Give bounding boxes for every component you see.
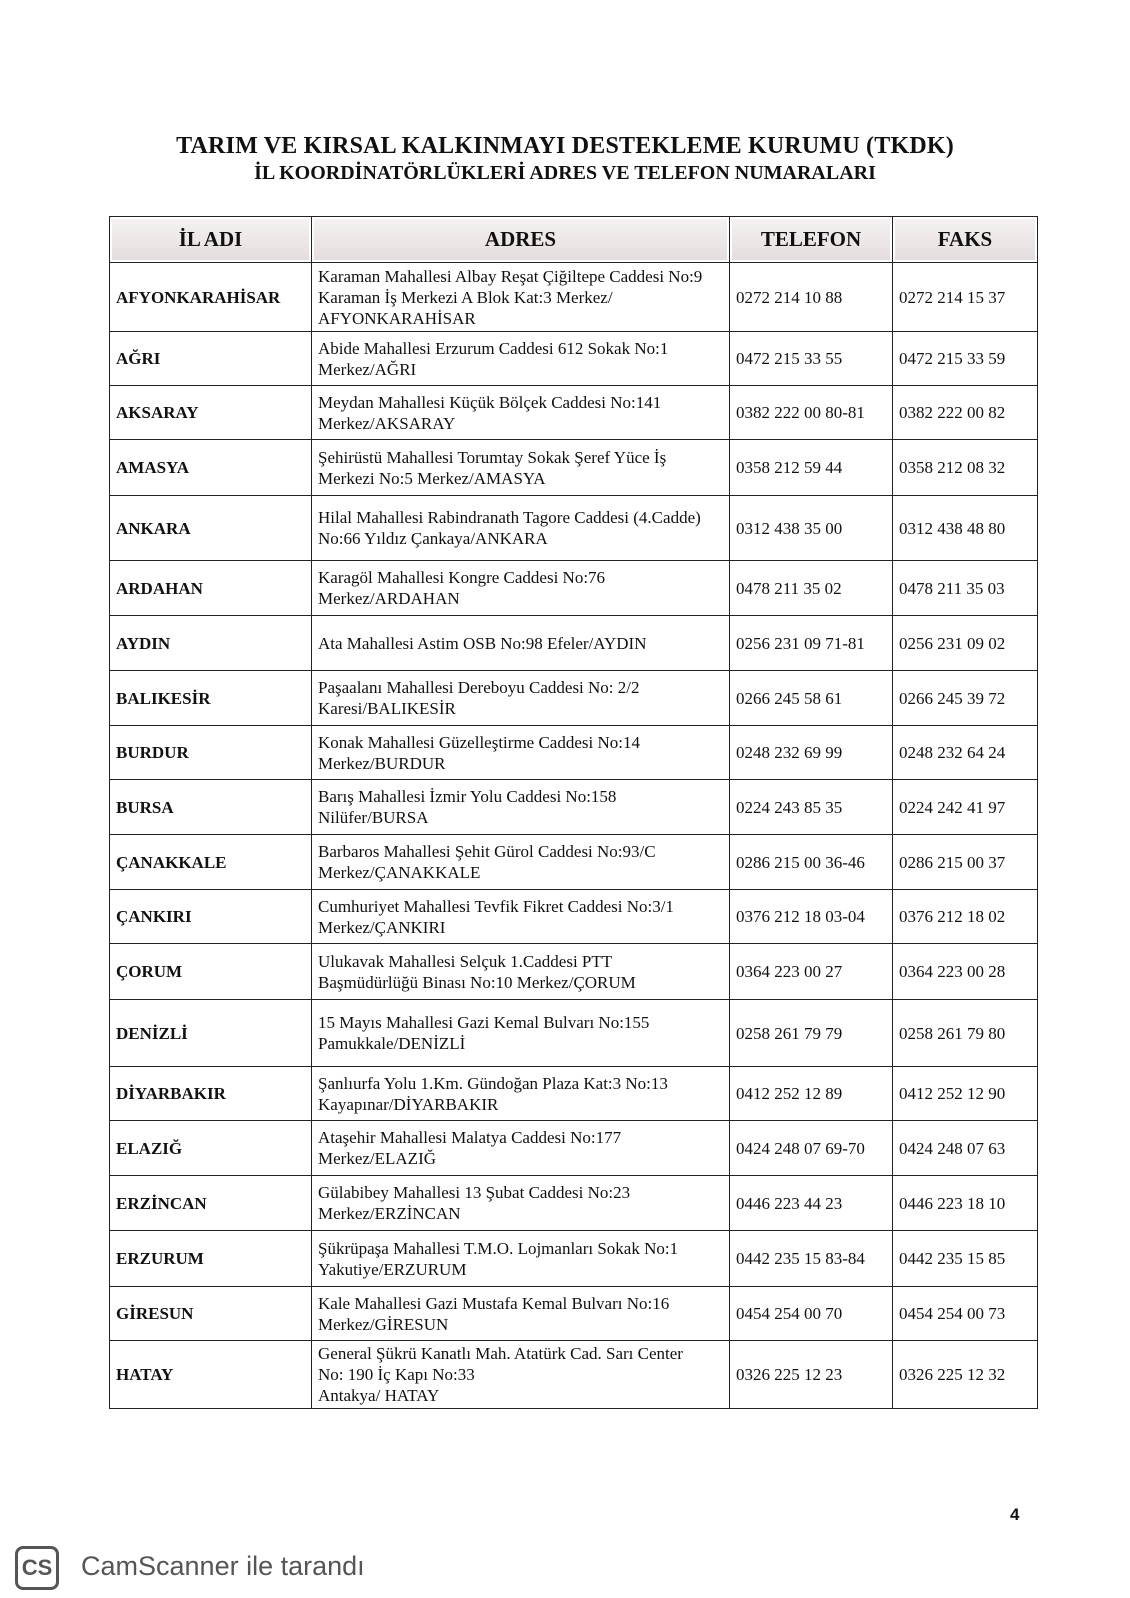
table-row <box>110 835 1038 890</box>
cell-il-adi: AKSARAY <box>110 386 312 440</box>
header-adres: ADRES <box>312 217 730 263</box>
table-row <box>110 1067 1038 1121</box>
cell-adres: Konak Mahallesi Güzelleştirme Caddesi No:14 Merkez/BURDUR <box>312 726 730 780</box>
cell-faks: 0224 242 41 97 <box>893 780 1038 835</box>
cell-adres: Ata Mahallesi Astim OSB No:98 Efeler/AYDIN <box>312 616 730 671</box>
page-number: 4 <box>1010 1505 1020 1524</box>
cell-il-adi: GİRESUN <box>110 1287 312 1341</box>
table-row <box>110 726 1038 780</box>
cell-telefon: 0424 248 07 69-70 <box>730 1121 893 1176</box>
cell-il-adi: DİYARBAKIR <box>110 1067 312 1121</box>
cell-telefon: 0472 215 33 55 <box>730 332 893 386</box>
cell-faks: 0358 212 08 32 <box>893 440 1038 496</box>
camscanner-logo: CS <box>15 1546 59 1590</box>
cell-telefon: 0376 212 18 03-04 <box>730 890 893 944</box>
cell-telefon: 0312 438 35 00 <box>730 496 893 561</box>
cell-adres: Abide Mahallesi Erzurum Caddesi 612 Sokak No:1 Merkez/AĞRI <box>312 332 730 386</box>
cell-telefon: 0286 215 00 36-46 <box>730 835 893 890</box>
table-row <box>110 386 1038 440</box>
cell-telefon: 0258 261 79 79 <box>730 1000 893 1067</box>
table-row <box>110 780 1038 835</box>
table-row <box>110 1000 1038 1067</box>
cell-il-adi: BALIKESİR <box>110 671 312 726</box>
cell-faks: 0312 438 48 80 <box>893 496 1038 561</box>
header-faks: FAKS <box>893 217 1038 263</box>
header-telefon: TELEFON <box>730 217 893 263</box>
cell-faks: 0376 212 18 02 <box>893 890 1038 944</box>
table-body <box>110 263 1038 1409</box>
cell-il-adi: BURSA <box>110 780 312 835</box>
cell-faks: 0424 248 07 63 <box>893 1121 1038 1176</box>
cell-il-adi: HATAY <box>110 1341 312 1409</box>
cell-faks: 0382 222 00 82 <box>893 386 1038 440</box>
camscanner-watermark: CamScanner ile tarandı <box>81 1551 365 1581</box>
cell-adres: Ulukavak Mahallesi Selçuk 1.Caddesi PTT Başmüdürlüğü Binası No:10 Merkez/ÇORUM <box>312 944 730 1000</box>
table-row <box>110 1231 1038 1287</box>
cell-faks: 0412 252 12 90 <box>893 1067 1038 1121</box>
cell-faks: 0258 261 79 80 <box>893 1000 1038 1067</box>
cell-adres: Karaman Mahallesi Albay Reşat Çiğiltepe Caddesi No:9 Karaman İş Merkezi A Blok Kat:3 Merkez/ AFYONKARAHİSAR <box>312 263 730 332</box>
cell-il-adi: AMASYA <box>110 440 312 496</box>
document-title: TARIM VE KIRSAL KALKINMAYI DESTEKLEME KURUMU (TKDK) <box>176 133 954 159</box>
table-row <box>110 496 1038 561</box>
cell-il-adi: ERZURUM <box>110 1231 312 1287</box>
cell-il-adi: ANKARA <box>110 496 312 561</box>
cell-il-adi: ERZİNCAN <box>110 1176 312 1231</box>
cell-telefon: 0248 232 69 99 <box>730 726 893 780</box>
cell-adres: Cumhuriyet Mahallesi Tevfik Fikret Caddesi No:3/1 Merkez/ÇANKIRI <box>312 890 730 944</box>
cell-faks: 0446 223 18 10 <box>893 1176 1038 1231</box>
cell-adres: Ataşehir Mahallesi Malatya Caddesi No:177 Merkez/ELAZIĞ <box>312 1121 730 1176</box>
cell-adres: 15 Mayıs Mahallesi Gazi Kemal Bulvarı No:155 Pamukkale/DENİZLİ <box>312 1000 730 1067</box>
cell-il-adi: ARDAHAN <box>110 561 312 616</box>
table-row <box>110 1287 1038 1341</box>
cell-telefon: 0478 211 35 02 <box>730 561 893 616</box>
cell-telefon: 0256 231 09 71-81 <box>730 616 893 671</box>
cell-telefon: 0454 254 00 70 <box>730 1287 893 1341</box>
cell-faks: 0266 245 39 72 <box>893 671 1038 726</box>
cell-telefon: 0224 243 85 35 <box>730 780 893 835</box>
cell-il-adi: ÇORUM <box>110 944 312 1000</box>
cell-il-adi: ÇANKIRI <box>110 890 312 944</box>
cell-telefon: 0412 252 12 89 <box>730 1067 893 1121</box>
table-row <box>110 1176 1038 1231</box>
cell-telefon: 0382 222 00 80-81 <box>730 386 893 440</box>
cell-adres: Şehirüstü Mahallesi Torumtay Sokak Şeref Yüce İş Merkezi No:5 Merkez/AMASYA <box>312 440 730 496</box>
table-row <box>110 263 1038 332</box>
cell-faks: 0442 235 15 85 <box>893 1231 1038 1287</box>
cell-telefon: 0266 245 58 61 <box>730 671 893 726</box>
cell-faks: 0272 214 15 37 <box>893 263 1038 332</box>
cell-telefon: 0272 214 10 88 <box>730 263 893 332</box>
cell-faks: 0472 215 33 59 <box>893 332 1038 386</box>
table-header-row <box>110 217 1038 263</box>
cell-telefon: 0358 212 59 44 <box>730 440 893 496</box>
cell-faks: 0248 232 64 24 <box>893 726 1038 780</box>
table-row <box>110 1121 1038 1176</box>
cell-adres: Şanlıurfa Yolu 1.Km. Gündoğan Plaza Kat:3 No:13 Kayapınar/DİYARBAKIR <box>312 1067 730 1121</box>
table-row <box>110 616 1038 671</box>
cell-faks: 0364 223 00 28 <box>893 944 1038 1000</box>
cell-adres: General Şükrü Kanatlı Mah. Atatürk Cad. Sarı Center No: 190 İç Kapı No:33 Antakya/ HATAY <box>312 1341 730 1409</box>
cell-adres: Meydan Mahallesi Küçük Bölçek Caddesi No:141 Merkez/AKSARAY <box>312 386 730 440</box>
cell-adres: Paşaalanı Mahallesi Dereboyu Caddesi No: 2/2 Karesi/BALIKESİR <box>312 671 730 726</box>
cell-adres: Şükrüpaşa Mahallesi T.M.O. Lojmanları Sokak No:1 Yakutiye/ERZURUM <box>312 1231 730 1287</box>
cell-faks: 0286 215 00 37 <box>893 835 1038 890</box>
cell-telefon: 0446 223 44 23 <box>730 1176 893 1231</box>
cell-faks: 0256 231 09 02 <box>893 616 1038 671</box>
header-il-adi: İL ADI <box>110 217 312 263</box>
cell-faks: 0326 225 12 32 <box>893 1341 1038 1409</box>
cell-il-adi: DENİZLİ <box>110 1000 312 1067</box>
cell-il-adi: AĞRI <box>110 332 312 386</box>
cell-adres: Karagöl Mahallesi Kongre Caddesi No:76 Merkez/ARDAHAN <box>312 561 730 616</box>
cell-telefon: 0442 235 15 83-84 <box>730 1231 893 1287</box>
table-row <box>110 561 1038 616</box>
cell-adres: Barbaros Mahallesi Şehit Gürol Caddesi No:93/C Merkez/ÇANAKKALE <box>312 835 730 890</box>
document-subtitle: İL KOORDİNATÖRLÜKLERİ ADRES VE TELEFON NUMARALARI <box>254 162 876 184</box>
cell-il-adi: ELAZIĞ <box>110 1121 312 1176</box>
cell-adres: Gülabibey Mahallesi 13 Şubat Caddesi No:23 Merkez/ERZİNCAN <box>312 1176 730 1231</box>
cell-il-adi: BURDUR <box>110 726 312 780</box>
cell-il-adi: AYDIN <box>110 616 312 671</box>
table-row <box>110 1341 1038 1409</box>
cell-il-adi: ÇANAKKALE <box>110 835 312 890</box>
cell-adres: Kale Mahallesi Gazi Mustafa Kemal Bulvarı No:16 Merkez/GİRESUN <box>312 1287 730 1341</box>
cell-adres: Hilal Mahallesi Rabindranath Tagore Caddesi (4.Cadde) No:66 Yıldız Çankaya/ANKARA <box>312 496 730 561</box>
table-row <box>110 332 1038 386</box>
table-row <box>110 440 1038 496</box>
table-row <box>110 944 1038 1000</box>
cell-faks: 0454 254 00 73 <box>893 1287 1038 1341</box>
cell-faks: 0478 211 35 03 <box>893 561 1038 616</box>
coordinatorships-table <box>109 216 1038 1409</box>
cell-telefon: 0364 223 00 27 <box>730 944 893 1000</box>
cell-telefon: 0326 225 12 23 <box>730 1341 893 1409</box>
table-row <box>110 671 1038 726</box>
table-row <box>110 890 1038 944</box>
cell-il-adi: AFYONKARAHİSAR <box>110 263 312 332</box>
cell-adres: Barış Mahallesi İzmir Yolu Caddesi No:158 Nilüfer/BURSA <box>312 780 730 835</box>
